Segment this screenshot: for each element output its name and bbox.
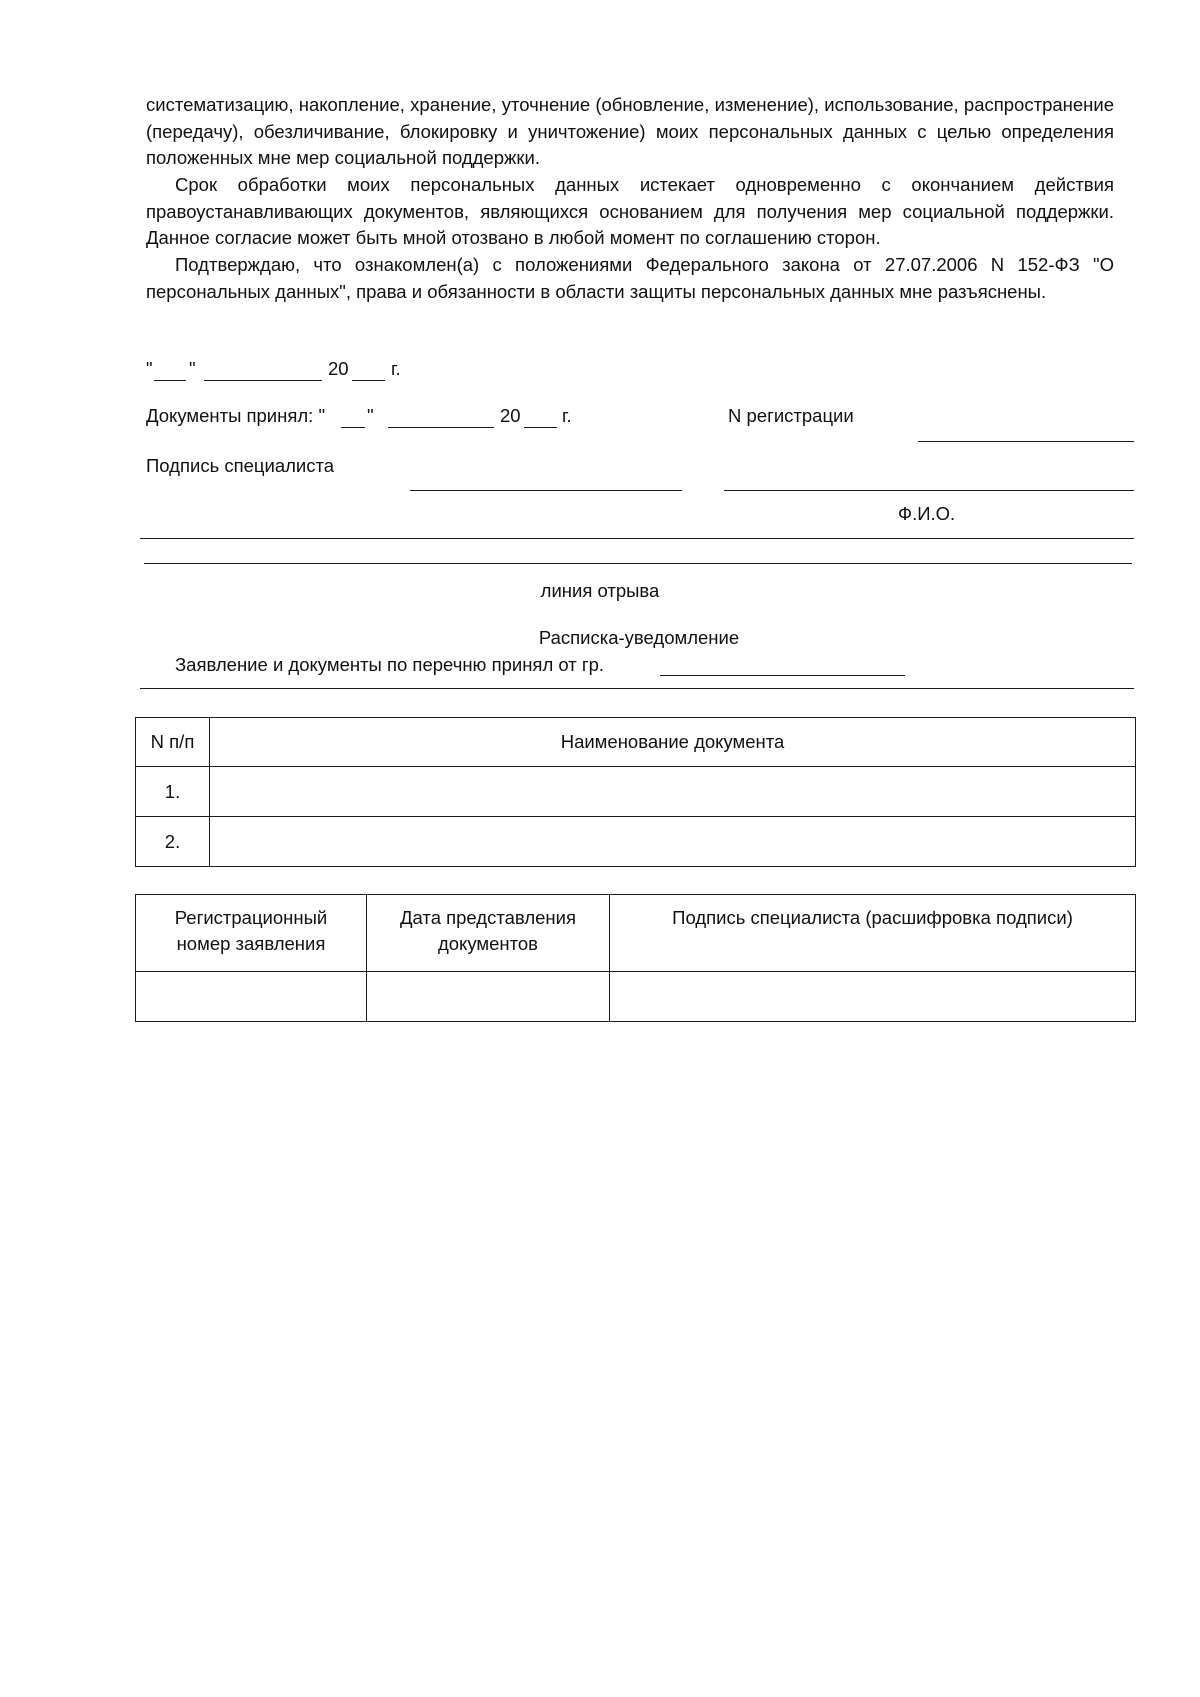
submission-date-cell[interactable]: [367, 972, 610, 1022]
acceptance-year-prefix: 20: [500, 405, 521, 426]
acceptance-year-suffix: г.: [562, 405, 572, 426]
tear-line-label: линия отрыва: [540, 580, 660, 601]
consent-paragraph-3: Подтверждаю, что ознакомлен(а) с положениями Федерального закона от 27.07.2006 N 152-ФЗ "О персональных данных", права и обязанности в области защиты персональных данных мне разъяснены.: [146, 254, 1114, 302]
receipt-title: Расписка-уведомление: [538, 627, 740, 648]
header-specialist-signature: Подпись специалиста (расшифровка подписи): [610, 895, 1136, 972]
receipt-separator-line: [140, 688, 1134, 689]
table-row: [136, 767, 1136, 817]
acceptance-year-blank[interactable]: [524, 427, 557, 428]
consent-paragraph-2: Срок обработки моих персональных данных истекает одновременно с окончанием действия правоустанавливающих документов, являющихся основанием для получения мер социальной поддержки. Данное согласие может быть мной отозвано в любой момент по соглашению сторон.: [146, 174, 1114, 248]
receipt-from-blank[interactable]: [660, 675, 905, 676]
date-year-suffix: г.: [391, 358, 401, 379]
date-year-blank[interactable]: [352, 380, 385, 381]
documents-table-header-row: [136, 718, 1136, 767]
tear-line-rule: [144, 563, 1132, 564]
header-submission-date: Дата представления документов: [367, 895, 610, 972]
row-number: 2.: [136, 817, 210, 867]
date-day-blank[interactable]: [154, 380, 186, 381]
separator-line: [140, 538, 1134, 539]
row-number: 1.: [136, 767, 210, 817]
specialist-signature-cell[interactable]: [610, 972, 1136, 1022]
table-row: [136, 972, 1136, 1022]
registration-number-cell[interactable]: [136, 972, 367, 1022]
date-open-quote: ": [146, 358, 153, 379]
registration-number-label: N регистрации: [728, 405, 854, 426]
row-document-name-cell[interactable]: [210, 817, 1136, 867]
signature-blank[interactable]: [410, 490, 682, 491]
fio-label: Ф.И.О.: [898, 503, 956, 524]
acceptance-month-blank[interactable]: [388, 427, 494, 428]
header-document-name: Наименование документа: [210, 718, 1136, 767]
registration-table: [135, 894, 1136, 1022]
date-close-quote: ": [189, 358, 196, 379]
consent-paragraph-1: систематизацию, накопление, хранение, уточнение (обновление, изменение), использование, распространение (передачу), обезличивание, блокировку и уничтожение) моих персональных данных с целью определения положенных мне мер социальной поддержки.: [146, 94, 1114, 168]
registration-number-blank[interactable]: [918, 441, 1134, 442]
signature-label: Подпись специалиста: [146, 455, 335, 476]
acceptance-label: Документы принял: ": [146, 405, 326, 426]
header-registration-number: Регистрационный номер заявления: [136, 895, 367, 972]
acceptance-close-quote: ": [367, 405, 374, 426]
acceptance-day-blank[interactable]: [341, 427, 365, 428]
documents-table: [135, 717, 1136, 867]
date-month-blank[interactable]: [204, 380, 322, 381]
table-row: [136, 817, 1136, 867]
row-document-name-cell[interactable]: [210, 767, 1136, 817]
receipt-from-label: Заявление и документы по перечню принял от гр.: [175, 654, 605, 675]
date-year-prefix: 20: [328, 358, 349, 379]
registration-table-header-row: [136, 895, 1136, 972]
signature-name-blank[interactable]: [724, 490, 1134, 491]
header-number: N п/п: [136, 718, 210, 767]
